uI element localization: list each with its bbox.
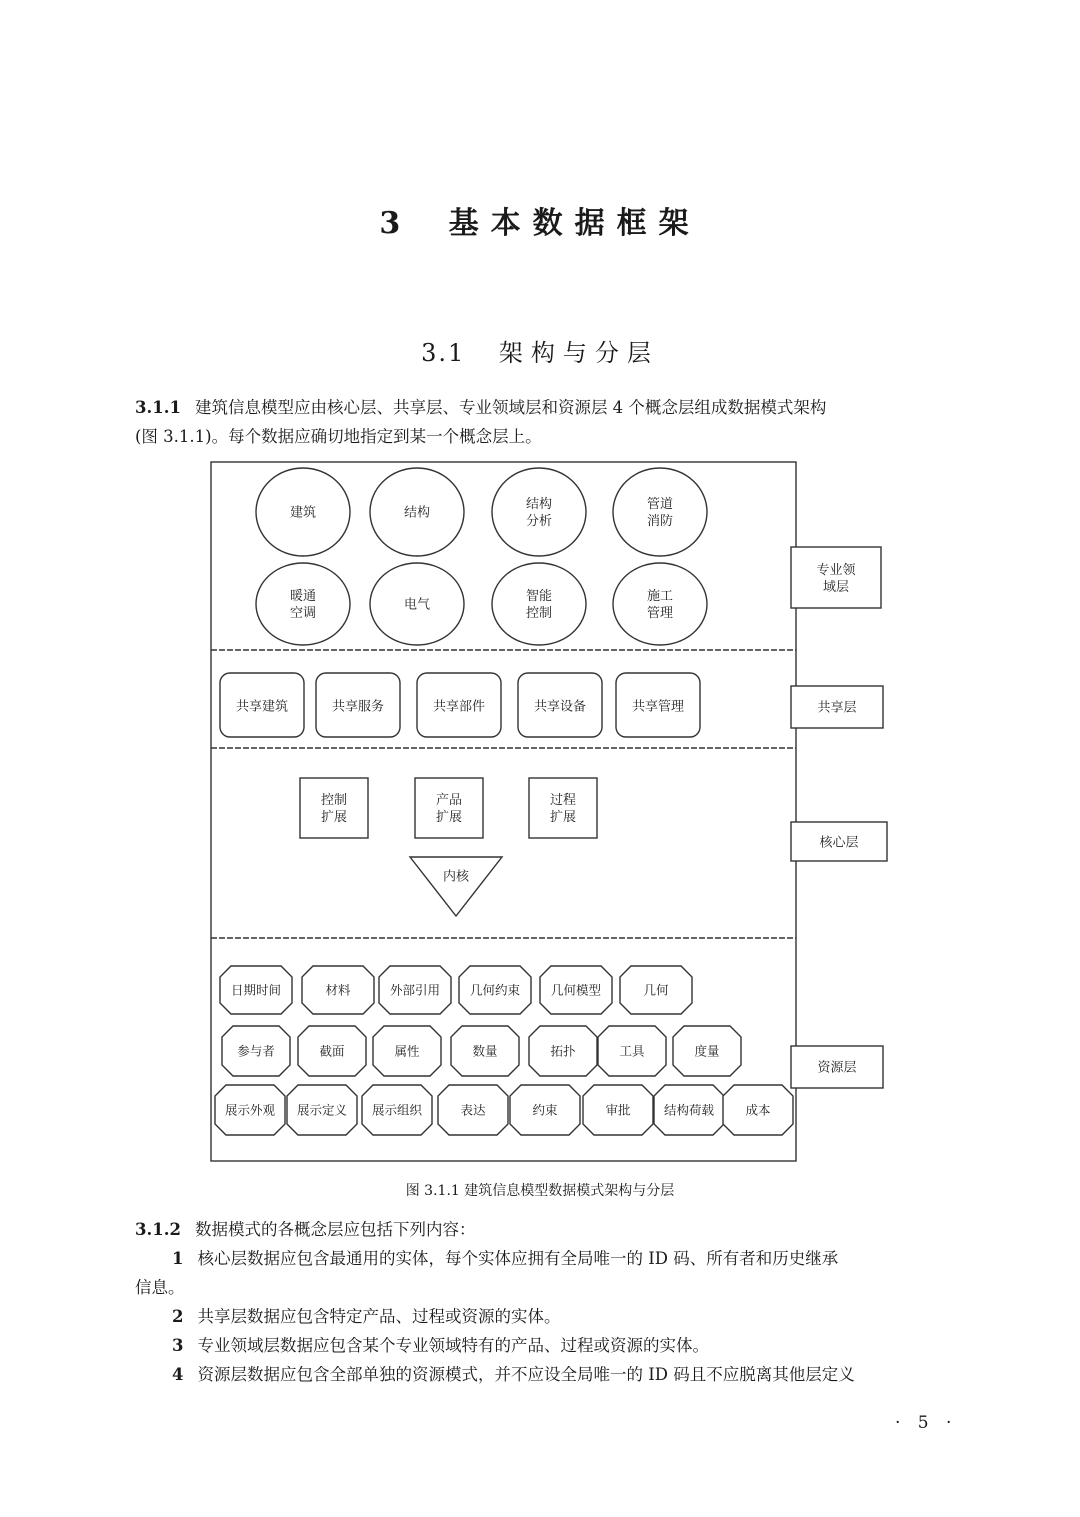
domain-circle-label: 智能	[525, 589, 553, 605]
core-extension-label: 过程	[549, 793, 577, 809]
resource-octagon-label: 外部引用	[389, 982, 441, 998]
section-name: 架构与分层	[498, 339, 659, 367]
clause-3-1-2-intro-line	[135, 1215, 995, 1244]
item-number: 2	[172, 1307, 184, 1326]
resource-octagon-label: 审批	[605, 1102, 631, 1118]
clause-text: 建筑信息模型应由核心层、共享层、专业领域层和资源层 4 个概念层组成数据模式架构	[194, 398, 827, 417]
core-extension-label: 扩展	[435, 810, 463, 826]
core-extension-label: 产品	[435, 793, 463, 809]
item-text: 共享层数据应包含特定产品、过程或资源的实体。	[197, 1307, 561, 1326]
resource-octagon-label: 数量	[472, 1043, 498, 1059]
list-item-1	[135, 1244, 995, 1273]
core-layer-label: 核心层	[819, 835, 859, 851]
layer-labels-group	[791, 547, 887, 1088]
resource-octagon-label: 几何约束	[469, 982, 521, 998]
domain-layer-group	[256, 468, 707, 645]
item-text: 资源层数据应包含全部单独的资源模式，并不应设全局唯一的 ID 码且不应脱离其他层定义	[197, 1365, 855, 1384]
figure-caption: 图 3.1.1 建筑信息模型数据模式架构与分层	[405, 1183, 675, 1199]
resource-octagon-label: 材料	[325, 982, 351, 998]
item-number: 4	[172, 1365, 184, 1384]
list-item-1-continuation: 信息。	[135, 1278, 185, 1297]
clause-3-1-2	[135, 1215, 995, 1389]
domain-layer-label: 域层	[822, 580, 850, 596]
item-number: 3	[172, 1336, 184, 1355]
domain-circle-label: 控制	[525, 606, 553, 622]
list-item-2	[135, 1302, 995, 1331]
core-layer-group	[300, 778, 597, 916]
resource-octagon-label: 拓扑	[550, 1043, 576, 1059]
clause-number: 3.1.2	[135, 1220, 181, 1239]
resource-octagon-label: 工具	[619, 1043, 645, 1059]
resource-octagon-label: 展示组织	[371, 1102, 423, 1118]
clause-number: 3.1.1	[135, 398, 181, 417]
domain-circle-label: 结构	[403, 505, 431, 521]
resource-octagon-label: 日期时间	[230, 982, 282, 998]
chapter-name: 基本数据框架	[448, 206, 701, 241]
domain-circle-label: 消防	[646, 514, 674, 530]
resource-octagon-label: 属性	[394, 1043, 420, 1059]
resource-octagon-label: 约束	[532, 1102, 558, 1118]
item-text: 专业领域层数据应包含某个专业领域特有的产品、过程或资源的实体。	[197, 1336, 709, 1355]
clause-intro: 数据模式的各概念层应包括下列内容：	[194, 1220, 476, 1239]
kernel-label: 内核	[442, 869, 470, 885]
resource-octagon-label: 结构荷载	[663, 1102, 715, 1118]
clause-3-1-1-line2: (图 3.1.1)。每个数据应确切地指定到某一个概念层上。	[135, 427, 542, 446]
chapter-number: 3	[379, 206, 413, 241]
domain-circle-label: 暖通	[289, 589, 317, 605]
resource-octagon-label: 截面	[319, 1043, 345, 1059]
resource-octagon-label: 几何	[643, 982, 669, 998]
resource-octagon-label: 成本	[745, 1102, 771, 1118]
core-extension-label: 扩展	[549, 810, 577, 826]
domain-layer-label: 专业领	[816, 563, 856, 579]
item-text: 核心层数据应包含最通用的实体，每个实体应拥有全局唯一的 ID 码、所有者和历史继承	[197, 1249, 839, 1268]
resource-octagon-label: 参与者	[237, 1043, 275, 1059]
domain-circle-label: 结构	[525, 497, 553, 513]
domain-circle-label: 管理	[646, 606, 674, 622]
domain-circle-label: 空调	[289, 606, 317, 622]
domain-circle-label: 施工	[646, 589, 674, 605]
shared-box-label: 共享建筑	[235, 699, 289, 715]
domain-circle-label: 电气	[403, 597, 431, 613]
kernel-triangle	[410, 857, 502, 916]
domain-circle-label: 分析	[525, 514, 553, 530]
resource-octagon-label: 几何模型	[550, 982, 602, 998]
core-extension-label: 扩展	[320, 810, 348, 826]
resource-octagon-label: 表达	[460, 1102, 486, 1118]
page-number: · 5 ·	[895, 1413, 958, 1433]
resource-octagon-label: 展示外观	[224, 1102, 276, 1118]
item-number: 1	[172, 1249, 184, 1268]
section-number: 3.1	[421, 339, 466, 367]
domain-circle-label: 管道	[646, 497, 674, 513]
shared-box-label: 共享服务	[331, 699, 385, 715]
shared-layer-group	[220, 673, 700, 737]
resource-layer-group	[215, 966, 793, 1135]
shared-box-label: 共享管理	[631, 699, 685, 715]
shared-box-label: 共享设备	[533, 699, 587, 715]
core-extension-label: 控制	[320, 793, 348, 809]
resource-octagon-label: 展示定义	[296, 1102, 348, 1118]
shared-layer-label: 共享层	[817, 700, 857, 716]
domain-circle-label: 建筑	[289, 505, 317, 521]
list-item-3	[135, 1331, 995, 1360]
resource-layer-label: 资源层	[817, 1060, 857, 1076]
shared-box-label: 共享部件	[432, 699, 486, 715]
list-item-4	[135, 1360, 995, 1389]
resource-octagon-label: 度量	[694, 1043, 720, 1059]
